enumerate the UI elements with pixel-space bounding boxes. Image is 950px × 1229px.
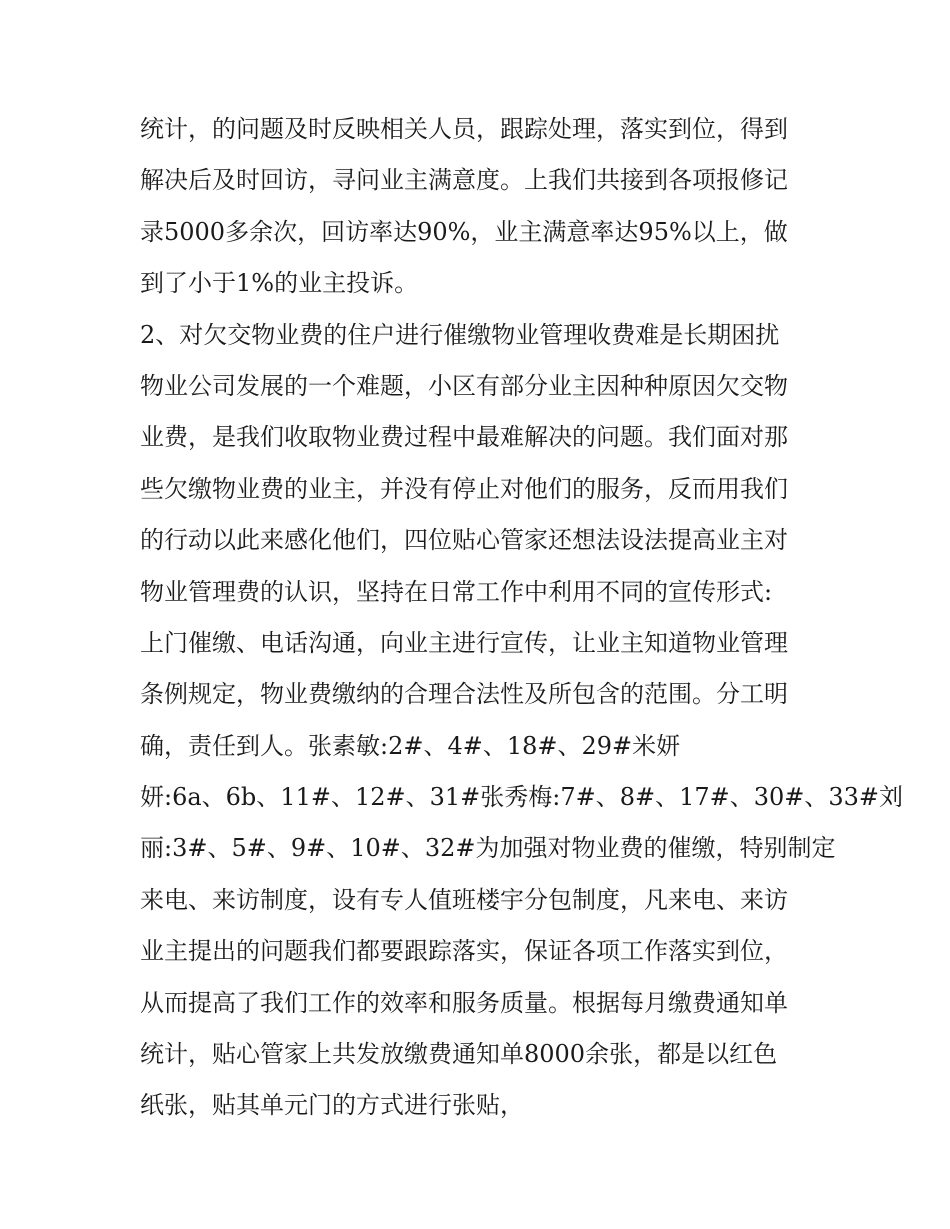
text-line: 录5000多余次，回访率达90%，业主满意率达95%以上，做 <box>140 217 788 246</box>
text-line: 业主提出的问题我们都要跟踪落实，保证各项工作落实到位， <box>140 937 788 966</box>
body-text <box>140 104 904 1132</box>
text-line: 物业管理费的认识，坚持在日常工作中利用不同的宣传形式: <box>140 577 773 606</box>
text-line: 条例规定，物业费缴纳的合理合法性及所包含的范围。分工明 <box>140 680 788 709</box>
text-line: 纸张，贴其单元门的方式进行张贴， <box>140 1091 524 1120</box>
text-line: 妍:6a、6b、11#、12#、31#张秀梅:7#、8#、17#、30#、33#刘 <box>140 783 904 812</box>
text-line: 些欠缴物业费的业主，并没有停止对他们的服务，反而用我们 <box>140 474 788 503</box>
text-line: 丽:3#、5#、9#、10#、32#为加强对物业费的催缴，特别制定 <box>140 834 836 863</box>
text-line: 2、对欠交物业费的住户进行催缴物业管理收费难是长期困扰 <box>140 320 780 349</box>
text-line: 解决后及时回访，寻问业主满意度。上我们共接到各项报修记 <box>140 166 788 195</box>
text-line: 到了小于1%的业主投诉。 <box>140 269 419 298</box>
text-line: 的行动以此来感化他们，四位贴心管家还想法设法提高业主对 <box>140 526 788 555</box>
text-line: 统计，贴心管家上共发放缴费通知单8000余张，都是以红色 <box>140 1040 778 1069</box>
text-line: 业费，是我们收取物业费过程中最难解决的问题。我们面对那 <box>140 423 788 452</box>
text-line: 从而提高了我们工作的效率和服务质量。根据每月缴费通知单 <box>140 988 788 1017</box>
text-line: 来电、来访制度，设有专人值班楼宇分包制度，凡来电、来访 <box>140 885 788 914</box>
text-line: 物业公司发展的一个难题，小区有部分业主因种种原因欠交物 <box>140 371 788 400</box>
text-line: 确，责任到人。张素敏:2#、4#、18#、29#米妍 <box>140 731 681 760</box>
text-line: 上门催缴、电话沟通，向业主进行宣传，让业主知道物业管理 <box>140 628 788 657</box>
text-line: 统计，的问题及时反映相关人员，跟踪处理，落实到位，得到 <box>140 115 788 143</box>
